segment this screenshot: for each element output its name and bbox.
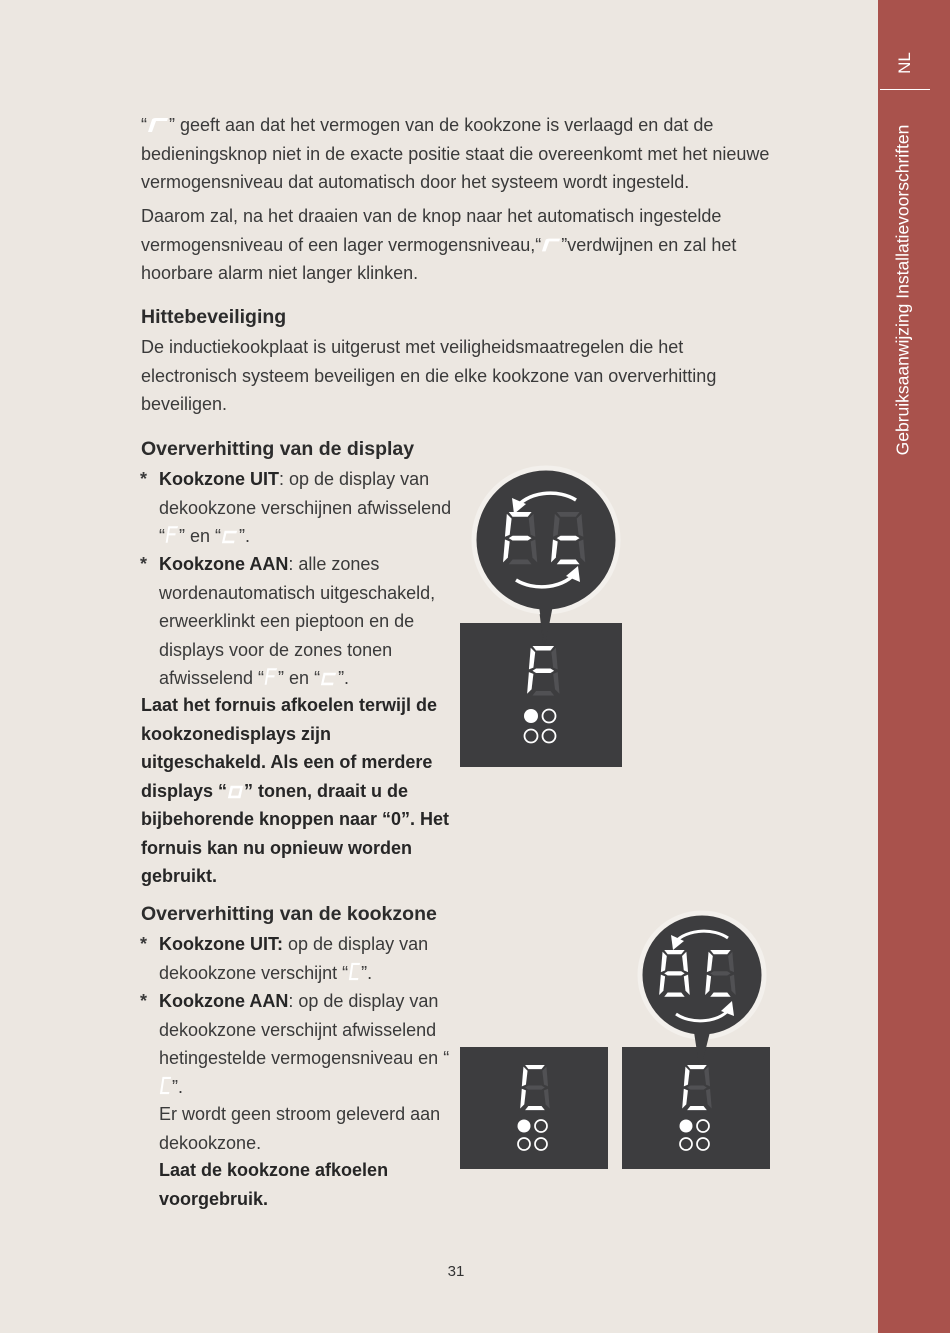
heat-paragraph: De inductiekookplaat is uitgerust met veiligheidsmaatregelen die het electronisch systeem beveiligen en die elke kookzone van oververhitting beveiligen.: [141, 337, 717, 414]
zone-dot-active: [518, 1120, 531, 1133]
glyph-c-icon: [221, 529, 239, 545]
list-item-display-on: [140, 550, 459, 693]
bullet-star-icon: *: [140, 554, 148, 574]
section-heading-heat: Hittebeveiliging: [141, 306, 287, 328]
item-text: : op de display van dekookzone verschijnt afwisselend hetingestelde vermogensniveau en “: [159, 991, 450, 1068]
zone-overheat-figure: [460, 910, 775, 1172]
item-text: ”.: [361, 962, 373, 983]
sidebar-title-text: Gebruiksaanwijzing Installatievoorschriften: [892, 124, 913, 456]
bullet-star-icon: *: [140, 991, 148, 1011]
language-label: NL: [894, 52, 914, 74]
section-heading-display: Oververhitting van de display: [141, 438, 415, 460]
glyph-c-upper-icon: [348, 961, 361, 982]
item-text: ” en “: [179, 526, 222, 546]
list-item-zone-on: [140, 987, 459, 1101]
zone-warning: Laat de kookzone afkoelen voorgebruik.: [159, 1160, 389, 1209]
item-text: ”.: [239, 526, 251, 546]
intro-paragraph-2: [141, 202, 791, 288]
sidebar-divider: [880, 89, 930, 90]
reduced-power-glyph-icon: [541, 236, 561, 254]
bold-label: Kookzone AAN: [159, 991, 289, 1011]
quote: “: [141, 115, 147, 135]
page-number: 31: [447, 1263, 465, 1280]
warning-text-end: ” tonen, draait u de bijbehorende knoppen naar “0”. Het fornuis kan nu opnieuw worden gebruikt.: [141, 780, 450, 886]
item-text: ”.: [338, 668, 350, 688]
glyph-f-icon: [264, 666, 278, 687]
zone-note: Er wordt geen stroom geleverd aan dekookzone.: [159, 1104, 441, 1153]
zoom-bubble: [474, 468, 618, 612]
warning-text: Laat het fornuis afkoelen terwijl de kookzonedisplays zijn uitgeschakeld. Als een of merdere displays “: [141, 695, 438, 801]
intro-p2-text: Daarom zal, na het draaien van de knop naar het automatisch ingestelde vermogensniveau of een lager vermogensniveau,“: [141, 206, 722, 255]
zone-dot-active: [524, 709, 538, 723]
item-text: ” en “: [278, 668, 321, 688]
glyph-c-upper-icon: [159, 1075, 172, 1096]
sidebar-title: [891, 100, 915, 480]
bold-label: Kookzone UIT:: [159, 934, 283, 954]
item-text: : op de display van dekookzone verschijnen afwisselend “: [159, 469, 452, 546]
language-tab[interactable]: [890, 45, 920, 81]
bullet-star-icon: *: [140, 934, 148, 954]
list-item-display-off: [140, 465, 459, 551]
bold-label: Kookzone AAN: [159, 554, 289, 574]
item-text: ”.: [172, 1076, 183, 1097]
glyph-c-icon: [320, 671, 338, 687]
intro-paragraph-1: [141, 111, 791, 197]
glyph-f-icon: [165, 524, 179, 545]
item-text: op de display van dekookzone verschijnt “: [159, 934, 429, 983]
list-item-zone-off: [140, 930, 459, 987]
section-heading-zone: Oververhitting van de kookzone: [141, 903, 437, 925]
display-overheat-figure: [460, 460, 625, 770]
reduced-power-glyph-icon: [147, 116, 169, 134]
bold-label: Kookzone UIT: [159, 469, 279, 489]
item-text: : alle zones wordenautomatisch uitgeschakeld, erweerklinkt een pieptoon en de displays voor de zones tonen afwisselend “: [159, 554, 436, 688]
display-warning: [141, 691, 461, 891]
glyph-o-icon: [227, 784, 244, 800]
zone-dot-active: [680, 1120, 693, 1133]
intro-p2-text-end: ”verdwijnen en zal het hoorbare alarm niet langer klinken.: [141, 234, 737, 283]
intro-p1-text: ” geeft aan dat het vermogen van de kookzone is verlaagd en dat de bedieningsknop niet in de exacte positie staat die overeenkomt met het nieuwe vermogensniveau dat automatisch door het systeem wordt ingesteld.: [141, 115, 770, 192]
bullet-star-icon: *: [140, 469, 148, 489]
